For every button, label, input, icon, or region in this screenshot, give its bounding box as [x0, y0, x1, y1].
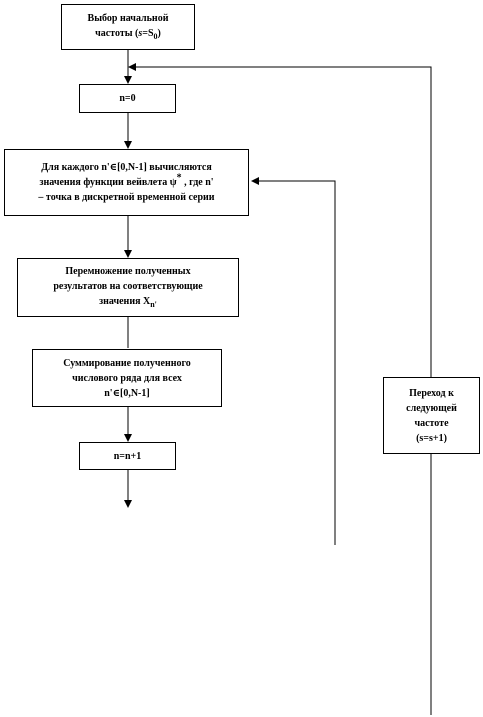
n-increment-label: n=n+1 — [113, 450, 142, 462]
start-frequency-line1: Выбор начальной — [87, 12, 169, 24]
n-init-box — [79, 84, 176, 113]
sum-line2: числового ряда для всех — [72, 372, 182, 384]
multiply-box — [17, 258, 239, 317]
multiply-line1: Перемножение полученных — [65, 265, 191, 277]
next-frequency-line1: Переход к — [409, 387, 454, 399]
sum-line3: n'∈[0,N-1] — [104, 387, 150, 399]
start-frequency-line2: частоты $(s=S_0)$ — [95, 27, 161, 41]
sum-box — [32, 349, 222, 407]
next-frequency-line4: (s=s+1) — [416, 432, 447, 444]
compute-wavelet-box — [4, 149, 249, 216]
compute-line1: Для каждого n'∈[0,N-1] вычисляются — [41, 162, 212, 173]
next-frequency-line3: частоте — [414, 417, 449, 429]
sum-line1: Суммирование полученного — [63, 357, 191, 369]
n-init-label: n=0 — [119, 93, 136, 104]
loop-inner-connector — [252, 181, 335, 545]
compute-line3: – точка в дискретной временной серии — [38, 192, 215, 203]
n-increment-box — [79, 442, 176, 470]
compute-line2: значения функции вейвлета ψ* , где n' — [39, 172, 214, 188]
next-frequency-box — [383, 377, 480, 454]
multiply-line2: результатов на соответствующие — [53, 280, 203, 292]
multiply-line3: значения $X_{n'}$ — [99, 295, 157, 309]
loop-outer-upper — [129, 67, 431, 377]
next-frequency-line2: следующей — [406, 402, 457, 414]
start-frequency-box — [61, 4, 195, 50]
